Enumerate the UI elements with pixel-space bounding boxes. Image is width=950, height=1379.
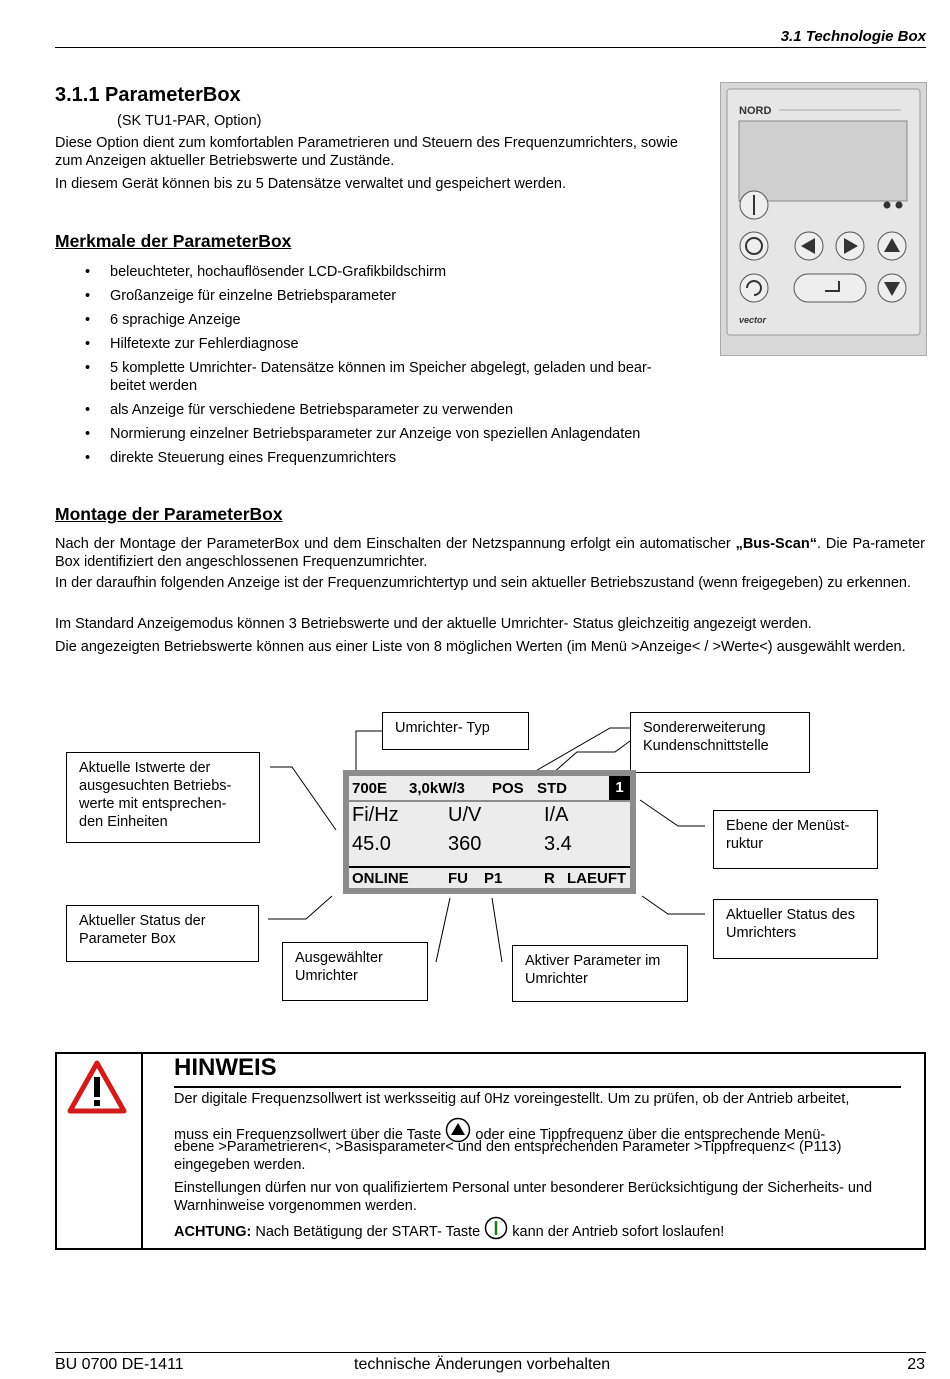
mounting-heading: Montage der ParameterBox bbox=[55, 504, 283, 524]
notice-line-1: Der digitale Frequenzsollwert ist werksseitig auf 0Hz voreingestellt. Um zu prüfen, ob der Antrieb arbeitet, bbox=[174, 1091, 850, 1107]
device-label: vector bbox=[739, 315, 767, 325]
lcd-value-current: 3.4 bbox=[544, 833, 572, 855]
notice-line-3: ebene >Parametrieren<, >Basisparameter< und den entsprechenden Parameter >Tippfrequenz< (P113) eingegeben werden. bbox=[174, 1139, 842, 1173]
callout-inverter-status: Aktueller Status des Umrichters bbox=[713, 899, 878, 959]
footer-page-number: 23 bbox=[907, 1356, 925, 1373]
callout-menu-level: Ebene der Menüst-ruktur bbox=[713, 810, 878, 869]
lcd-value-voltage: 360 bbox=[448, 833, 482, 855]
list-item: • Normierung einzelner Betriebsparameter zur Anzeige von speziellen Anlagendaten bbox=[85, 426, 641, 442]
notice-line-2: muss ein Frequenzsollwert über die Taste oder eine Tippfrequenz über die entsprechende Menü- bbox=[174, 1117, 914, 1144]
notice-paragraph-2: Einstellungen dürfen nur von qualifiziertem Personal unter besonderer Berücksichtigung der Sicherheits- und Warnhinweise vorgenommen werden. bbox=[174, 1180, 873, 1214]
lcd-menu-level: 1 bbox=[609, 776, 630, 800]
lcd-value-frequency: 45.0 bbox=[352, 833, 391, 855]
callout-parameterbox-status: Aktueller Status der Parameter Box bbox=[66, 905, 259, 962]
footer-rule bbox=[55, 1352, 926, 1353]
features-heading: Merkmale der ParameterBox bbox=[55, 231, 292, 251]
lcd-option-std: STD bbox=[537, 780, 567, 797]
callout-special-extension: Sondererweiterung Kundenschnittstelle bbox=[630, 712, 810, 773]
footer-note: technische Änderungen vorbehalten bbox=[354, 1356, 611, 1373]
lcd-label-current: I/A bbox=[544, 804, 569, 826]
footer-document-id: BU 0700 DE-1411 bbox=[55, 1356, 184, 1373]
intro-paragraph-2: In diesem Gerät können bis zu 5 Datensätze verwaltet und gespeichert werden. bbox=[55, 176, 567, 192]
lcd-status-online: ONLINE bbox=[352, 870, 409, 887]
mounting-paragraph-4: Die angezeigten Betriebswerte können aus einer Liste von 8 möglichen Werten (im Menü >Anzeige< / >Werte<) ausgewählt werden. bbox=[55, 639, 906, 655]
lcd-display bbox=[343, 770, 636, 894]
lcd-option-pos: POS bbox=[492, 780, 524, 797]
callout-selected-inverter: Ausgewählter Umrichter bbox=[282, 942, 428, 1001]
mounting-paragraph-2: In der daraufhin folgenden Anzeige ist der Frequenzumrichtertyp und sein aktueller Betriebszustand (wenn freigegeben) zu erkennen. bbox=[55, 575, 912, 591]
list-item: • Großanzeige für einzelne Betriebsparameter bbox=[85, 288, 397, 304]
callout-actual-values: Aktuelle Istwerte der ausgesuchten Betriebs-werte mit entsprechen-den Einheiten bbox=[66, 752, 260, 843]
lcd-top-row bbox=[349, 776, 630, 800]
mounting-paragraph-1: Nach der Montage der ParameterBox und dem Einschalten der Netzspannung erfolgt ein automatischer „Bus-Scan“. Die Pa-rameter Box identifiziert den angeschlossenen Frequenzumrichter. bbox=[55, 536, 925, 570]
notice-box bbox=[55, 1052, 926, 1250]
lcd-status-r: R bbox=[544, 870, 555, 887]
notice-title: HINWEIS bbox=[174, 1054, 277, 1081]
section-subtitle: (SK TU1-PAR, Option) bbox=[117, 113, 262, 129]
lcd-label-frequency: Fi/Hz bbox=[352, 804, 399, 826]
callout-inverter-type: Umrichter- Typ bbox=[382, 712, 529, 750]
lcd-label-voltage: U/V bbox=[448, 804, 482, 826]
callout-active-parameter: Aktiver Parameter im Umrichter bbox=[512, 945, 688, 1002]
list-item: • 5 komplette Umrichter- Datensätze können im Speicher abgelegt, geladen und bear-beitet werden bbox=[85, 360, 652, 394]
start-key-icon bbox=[484, 1216, 508, 1240]
device-brand-logo: NORD bbox=[739, 105, 772, 117]
list-item: • 6 sprachige Anzeige bbox=[85, 312, 241, 328]
header-section-title: 3.1 Technologie Box bbox=[780, 28, 926, 45]
warning-triangle-icon bbox=[67, 1060, 127, 1114]
list-item: • als Anzeige für verschiedene Betriebsparameter zu verwenden bbox=[85, 402, 514, 418]
section-heading: 3.1.1 ParameterBox bbox=[55, 84, 241, 106]
notice-warning: ACHTUNG: Nach Betätigung der START- Taste kann der Antrieb sofort loslaufen! bbox=[174, 1216, 914, 1241]
intro-paragraph-1: Diese Option dient zum komfortablen Parametrieren und Steuern des Frequenzumrichters, sowie zum Anzeigen aktueller Betriebswerte und Zustände. bbox=[55, 135, 678, 169]
lcd-inverter-power: 3,0kW/3 bbox=[409, 780, 465, 797]
lcd-status-parameter: P1 bbox=[484, 870, 503, 887]
lcd-status-running: LAEUFT bbox=[567, 870, 627, 887]
lcd-status-fu: FU bbox=[448, 870, 468, 887]
list-item: • Hilfetexte zur Fehlerdiagnose bbox=[85, 336, 299, 352]
lcd-status-row bbox=[349, 866, 630, 890]
mounting-paragraph-3: Im Standard Anzeigemodus können 3 Betriebswerte und der aktuelle Umrichter- Status gleichzeitig angezeigt werden. bbox=[55, 616, 812, 632]
list-item: • direkte Steuerung eines Frequenzumrichters bbox=[85, 450, 397, 466]
list-item: • beleuchteter, hochauflösender LCD-Grafikbildschirm bbox=[85, 264, 447, 280]
lcd-inverter-model: 700E bbox=[352, 780, 388, 797]
